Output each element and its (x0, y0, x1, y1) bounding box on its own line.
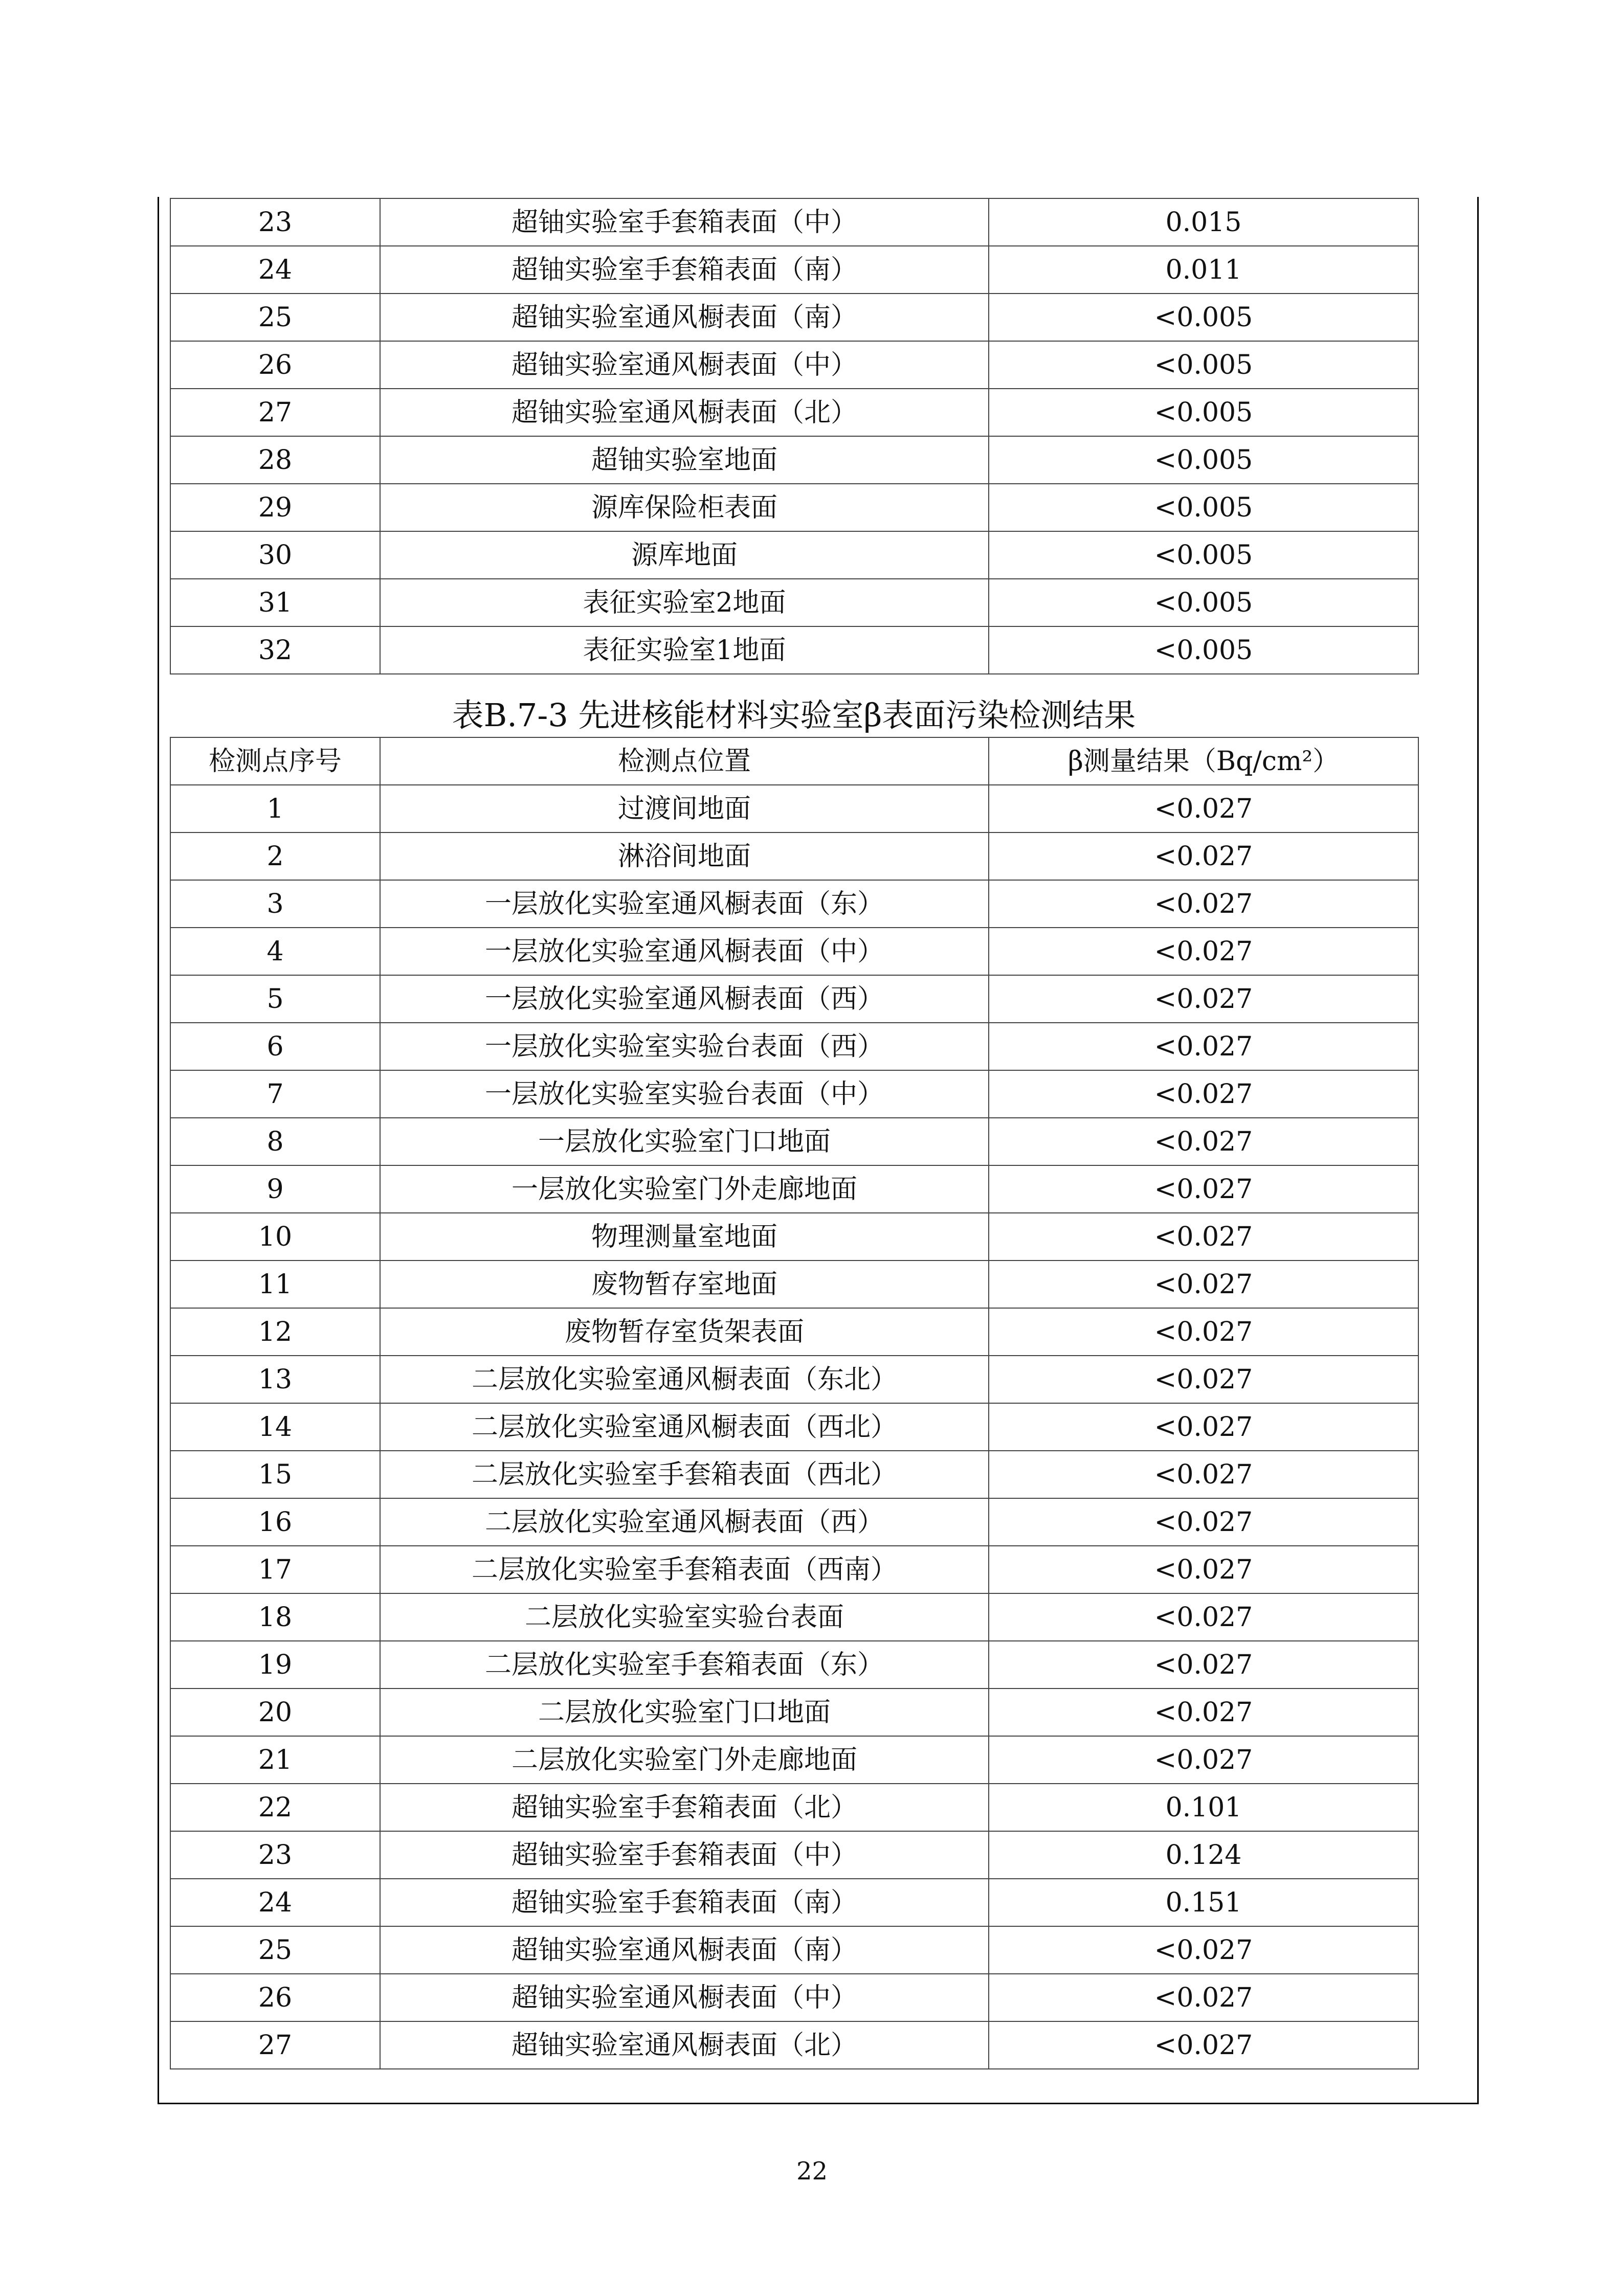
table-row (170, 389, 1418, 436)
table-row (170, 880, 1418, 928)
cell-point-location: 表征实验室1地面 (380, 626, 989, 674)
table-row (170, 1165, 1418, 1213)
cell-result: <0.005 (989, 294, 1418, 341)
cell-point-location: 二层放化实验室手套箱表面（西北） (380, 1451, 989, 1498)
cell-point-number: 17 (170, 1546, 380, 1593)
cell-point-number: 18 (170, 1593, 380, 1641)
cell-point-number: 26 (170, 1974, 380, 2021)
beta-contamination-table (170, 737, 1419, 2069)
cell-result: <0.005 (989, 484, 1418, 531)
cell-result: <0.027 (989, 1118, 1418, 1165)
cell-point-location: 一层放化实验室门口地面 (380, 1118, 989, 1165)
cell-point-location: 一层放化实验室通风橱表面（西） (380, 975, 989, 1023)
table-row (170, 1831, 1418, 1879)
cell-point-number: 9 (170, 1165, 380, 1213)
cell-result: 0.101 (989, 1784, 1418, 1831)
cell-point-number: 8 (170, 1118, 380, 1165)
cell-point-number: 11 (170, 1260, 380, 1308)
table-row (170, 975, 1418, 1023)
table-row (170, 1784, 1418, 1831)
table-row (170, 1260, 1418, 1308)
table-row (170, 626, 1418, 674)
cell-result: <0.005 (989, 436, 1418, 484)
cell-result: <0.027 (989, 1165, 1418, 1213)
cell-point-number: 25 (170, 1926, 380, 1974)
cell-point-location: 超铀实验室通风橱表面（北） (380, 2021, 989, 2069)
cell-point-number: 2 (170, 832, 380, 880)
cell-result: 0.151 (989, 1879, 1418, 1926)
cell-point-location: 一层放化实验室通风橱表面（东） (380, 880, 989, 928)
table-row (170, 198, 1418, 246)
cell-point-location: 淋浴间地面 (380, 832, 989, 880)
cell-point-location: 一层放化实验室实验台表面（中） (380, 1070, 989, 1118)
page-number: 22 (796, 2157, 828, 2186)
cell-point-number: 24 (170, 246, 380, 294)
cell-point-location: 超铀实验室通风橱表面（中） (380, 1974, 989, 2021)
cell-point-number: 1 (170, 785, 380, 832)
cell-point-number: 22 (170, 1784, 380, 1831)
header-point-number: 检测点序号 (170, 737, 380, 785)
cell-point-number: 15 (170, 1451, 380, 1498)
cell-point-number: 27 (170, 389, 380, 436)
cell-point-location: 二层放化实验室门口地面 (380, 1689, 989, 1736)
table-row (170, 1546, 1418, 1593)
cell-point-number: 5 (170, 975, 380, 1023)
cell-result: 0.015 (989, 198, 1418, 246)
cell-point-location: 超铀实验室地面 (380, 436, 989, 484)
table-caption: 表B.7-3 先进核能材料实验室β表面污染检测结果 (452, 696, 1136, 734)
table-row (170, 579, 1418, 626)
cell-point-location: 超铀实验室手套箱表面（北） (380, 1784, 989, 1831)
cell-point-location: 二层放化实验室通风橱表面（西） (380, 1498, 989, 1546)
table-row (170, 1879, 1418, 1926)
table-row (170, 785, 1418, 832)
cell-result: <0.027 (989, 1736, 1418, 1784)
cell-result: <0.027 (989, 880, 1418, 928)
table-row (170, 1070, 1418, 1118)
cell-result: <0.005 (989, 531, 1418, 579)
table-row (170, 294, 1418, 341)
cell-point-location: 二层放化实验室手套箱表面（西南） (380, 1546, 989, 1593)
cell-result: <0.027 (989, 1403, 1418, 1451)
table-row (170, 1736, 1418, 1784)
table-row (170, 2021, 1418, 2069)
cell-point-location: 废物暂存室地面 (380, 1260, 989, 1308)
table-row (170, 1593, 1418, 1641)
cell-point-location: 二层放化实验室门外走廊地面 (380, 1736, 989, 1784)
table-row (170, 436, 1418, 484)
cell-point-number: 19 (170, 1641, 380, 1689)
cell-result: <0.027 (989, 1498, 1418, 1546)
cell-point-number: 20 (170, 1689, 380, 1736)
cell-result: <0.027 (989, 1023, 1418, 1070)
cell-point-location: 超铀实验室手套箱表面（中） (380, 198, 989, 246)
cell-result: <0.027 (989, 1689, 1418, 1736)
cell-point-number: 14 (170, 1403, 380, 1451)
cell-result: <0.027 (989, 785, 1418, 832)
cell-point-number: 13 (170, 1356, 380, 1403)
cell-point-number: 27 (170, 2021, 380, 2069)
cell-point-number: 26 (170, 341, 380, 389)
cell-point-number: 21 (170, 1736, 380, 1784)
cell-result: <0.027 (989, 832, 1418, 880)
cell-result: 0.124 (989, 1831, 1418, 1879)
cell-result: <0.005 (989, 389, 1418, 436)
cell-point-location: 物理测量室地面 (380, 1213, 989, 1260)
cell-point-location: 一层放化实验室通风橱表面（中） (380, 928, 989, 975)
table-row (170, 1689, 1418, 1736)
table-row (170, 1451, 1418, 1498)
cell-result: <0.027 (989, 1451, 1418, 1498)
cell-point-location: 表征实验室2地面 (380, 579, 989, 626)
cell-point-number: 23 (170, 1831, 380, 1879)
cell-point-location: 超铀实验室通风橱表面（南） (380, 1926, 989, 1974)
cell-result: <0.027 (989, 2021, 1418, 2069)
cell-point-number: 31 (170, 579, 380, 626)
table-row (170, 1308, 1418, 1356)
cell-point-location: 二层放化实验室通风橱表面（西北） (380, 1403, 989, 1451)
table-row (170, 1974, 1418, 2021)
cell-result: <0.027 (989, 928, 1418, 975)
table-row (170, 1498, 1418, 1546)
table-row (170, 484, 1418, 531)
cell-point-number: 7 (170, 1070, 380, 1118)
cell-point-location: 超铀实验室手套箱表面（南） (380, 246, 989, 294)
table-header-row (170, 737, 1418, 785)
cell-result: <0.027 (989, 1308, 1418, 1356)
cell-point-number: 4 (170, 928, 380, 975)
cell-point-number: 30 (170, 531, 380, 579)
cell-result: <0.027 (989, 1260, 1418, 1308)
cell-result: <0.027 (989, 1070, 1418, 1118)
cell-result: <0.027 (989, 1356, 1418, 1403)
cell-point-location: 二层放化实验室手套箱表面（东） (380, 1641, 989, 1689)
cell-point-location: 二层放化实验室通风橱表面（东北） (380, 1356, 989, 1403)
cell-point-location: 过渡间地面 (380, 785, 989, 832)
cell-point-location: 源库保险柜表面 (380, 484, 989, 531)
table-row (170, 246, 1418, 294)
cell-result: <0.027 (989, 1213, 1418, 1260)
cell-point-number: 24 (170, 1879, 380, 1926)
cell-result: 0.011 (989, 246, 1418, 294)
cell-result: <0.005 (989, 579, 1418, 626)
cell-result: <0.027 (989, 1546, 1418, 1593)
cell-point-location: 超铀实验室通风橱表面（中） (380, 341, 989, 389)
cell-point-number: 23 (170, 198, 380, 246)
cell-point-location: 超铀实验室通风橱表面（北） (380, 389, 989, 436)
cell-result: <0.027 (989, 975, 1418, 1023)
cell-point-number: 25 (170, 294, 380, 341)
table-row (170, 1926, 1418, 1974)
table-row (170, 531, 1418, 579)
cell-point-location: 二层放化实验室实验台表面 (380, 1593, 989, 1641)
cell-result: <0.027 (989, 1641, 1418, 1689)
table-row (170, 832, 1418, 880)
table-row (170, 1356, 1418, 1403)
table-row (170, 1403, 1418, 1451)
cell-point-number: 6 (170, 1023, 380, 1070)
cell-point-location: 超铀实验室手套箱表面（中） (380, 1831, 989, 1879)
header-point-location: 检测点位置 (380, 737, 989, 785)
table-row (170, 1213, 1418, 1260)
cell-point-number: 16 (170, 1498, 380, 1546)
cell-point-location: 一层放化实验室门外走廊地面 (380, 1165, 989, 1213)
table-row (170, 1641, 1418, 1689)
cell-point-location: 超铀实验室手套箱表面（南） (380, 1879, 989, 1926)
cell-point-location: 超铀实验室通风橱表面（南） (380, 294, 989, 341)
table-row (170, 1118, 1418, 1165)
table-row (170, 928, 1418, 975)
cell-point-location: 一层放化实验室实验台表面（西） (380, 1023, 989, 1070)
cell-result: <0.027 (989, 1974, 1418, 2021)
cell-point-number: 29 (170, 484, 380, 531)
table-row (170, 341, 1418, 389)
cell-result: <0.027 (989, 1926, 1418, 1974)
cell-point-number: 12 (170, 1308, 380, 1356)
cell-point-number: 32 (170, 626, 380, 674)
header-beta-result: β测量结果（Bq/cm²） (989, 737, 1418, 785)
cell-result: <0.005 (989, 341, 1418, 389)
cell-result: <0.005 (989, 626, 1418, 674)
continued-results-table (170, 198, 1419, 674)
cell-point-number: 3 (170, 880, 380, 928)
cell-result: <0.027 (989, 1593, 1418, 1641)
cell-point-location: 废物暂存室货架表面 (380, 1308, 989, 1356)
cell-point-location: 源库地面 (380, 531, 989, 579)
cell-point-number: 28 (170, 436, 380, 484)
cell-point-number: 10 (170, 1213, 380, 1260)
table-row (170, 1023, 1418, 1070)
